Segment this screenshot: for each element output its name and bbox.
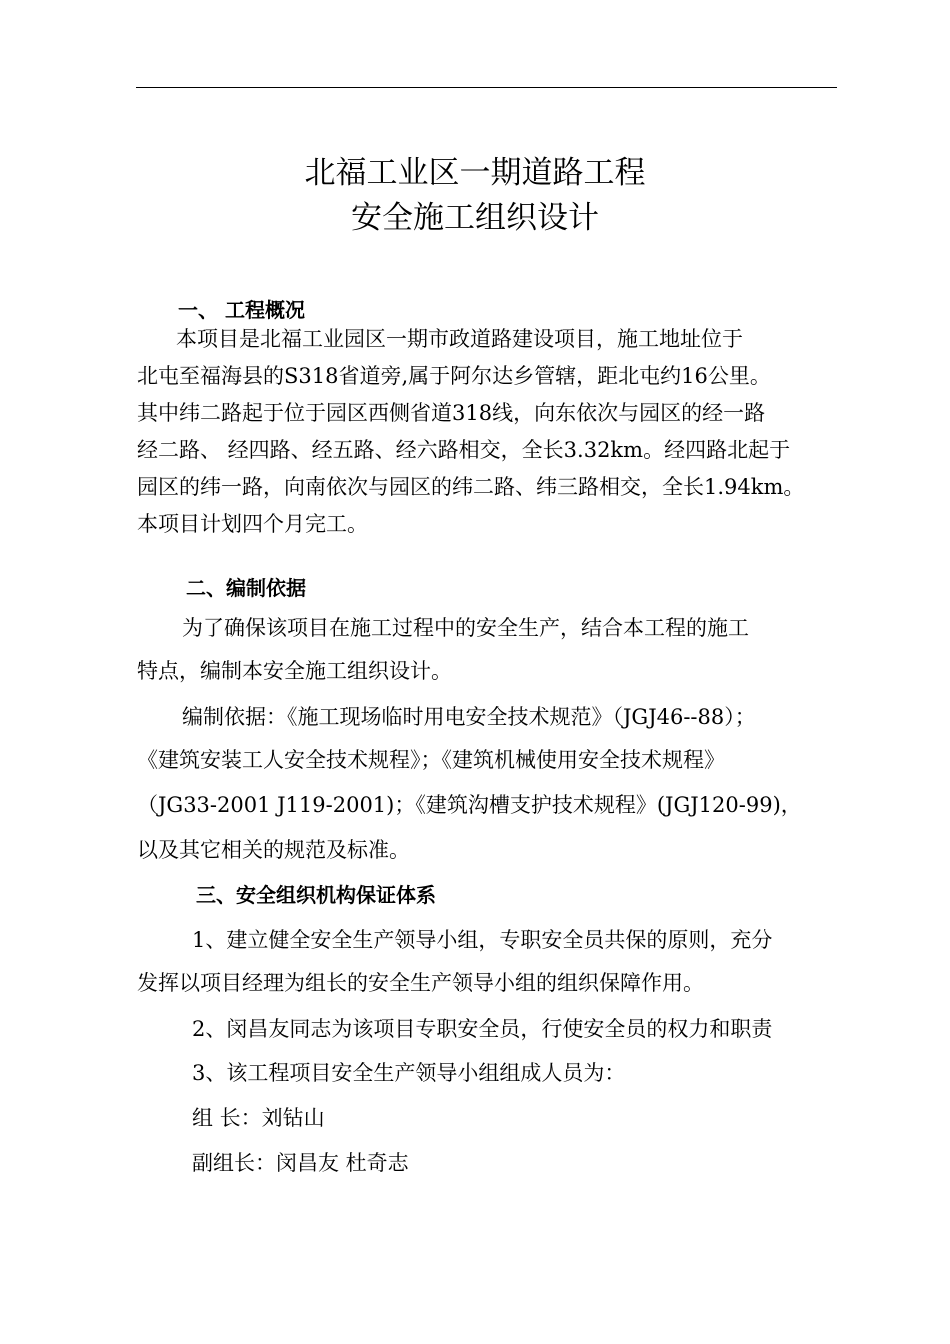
paragraph-line: 经二路、 经四路、经五路、经六路相交，全长3.32km。经四路北起于	[137, 438, 791, 462]
document-subtitle: 安全施工组织设计	[351, 200, 599, 236]
paragraph-line: 《建筑安装工人安全技术规程》；《建筑机械使用安全技术规程》	[137, 748, 725, 772]
paragraph-line: 1、建立健全安全生产领导小组，专职安全员共保的原则，充分	[192, 928, 773, 952]
paragraph-line: （JG33-2001 J119-2001)；《建筑沟槽支护技术规程》(JGJ120-99)，	[137, 793, 802, 817]
team-leader-line: 组 长：刘钻山	[192, 1106, 325, 1130]
paragraph-line: 园区的纬一路，向南依次与园区的纬二路、纬三路相交，全长1.94km。	[137, 475, 805, 499]
paragraph-line: 特点，编制本安全施工组织设计。	[137, 659, 452, 683]
paragraph-line: 其中纬二路起于位于园区西侧省道318线，向东依次与园区的经一路	[137, 401, 766, 425]
header-rule	[136, 87, 837, 88]
document-title: 北福工业区一期道路工程	[304, 155, 646, 191]
deputy-leader-line: 副组长：闵昌友 杜奇志	[192, 1151, 409, 1175]
section-heading-overview: 一、 工程概况	[178, 298, 305, 322]
paragraph-line: 北屯至福海县的S318省道旁,属于阿尔达乡管辖，距北屯约16公里。	[137, 364, 771, 388]
paragraph-line: 以及其它相关的规范及标准。	[137, 838, 410, 862]
paragraph-line: 本项目计划四个月完工。	[137, 512, 368, 536]
paragraph-line: 2、闵昌友同志为该项目专职安全员，行使安全员的权力和职责	[192, 1017, 773, 1041]
paragraph-line: 为了确保该项目在施工过程中的安全生产，结合本工程的施工	[182, 616, 749, 640]
section-heading-basis: 二、编制依据	[186, 576, 306, 600]
paragraph-line: 3、该工程项目安全生产领导小组组成人员为：	[192, 1061, 626, 1085]
paragraph-line: 发挥以项目经理为组长的安全生产领导小组的组织保障作用。	[137, 971, 704, 995]
paragraph-line: 编制依据：《施工现场临时用电安全技术规范》（JGJ46--88）；	[182, 705, 756, 729]
section-heading-organization: 三、安全组织机构保证体系	[196, 883, 436, 907]
paragraph-line: 本项目是北福工业园区一期市政道路建设项目，施工地址位于	[176, 327, 743, 351]
